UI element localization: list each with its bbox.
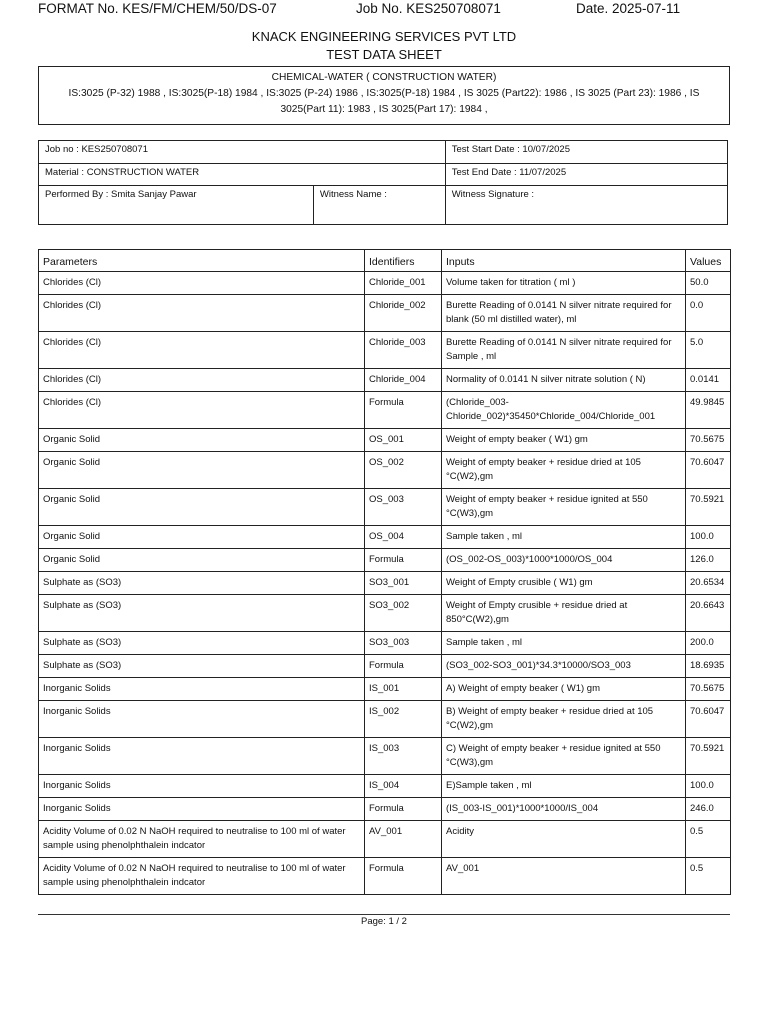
table-row	[39, 572, 731, 595]
value-cell: 100.0	[686, 526, 731, 549]
value-cell: 200.0	[686, 632, 731, 655]
input-cell: Acidity	[442, 821, 686, 858]
identifier-cell: IS_003	[365, 738, 442, 775]
value-cell: 18.6935	[686, 655, 731, 678]
input-cell: Weight of Empty crusible + residue dried at 850°C(W2),gm	[442, 595, 686, 632]
input-cell: Sample taken , ml	[442, 632, 686, 655]
value-cell: 70.5675	[686, 429, 731, 452]
table-row	[39, 295, 731, 332]
value-cell: 70.5921	[686, 489, 731, 526]
table-row	[39, 272, 731, 295]
job-no-cell: Job no : KES250708071	[39, 141, 446, 164]
value-cell: 70.5675	[686, 678, 731, 701]
identifier-cell: OS_001	[365, 429, 442, 452]
page-number: Page: 1 / 2	[361, 916, 407, 927]
parameters-table	[38, 249, 731, 895]
parameter-cell: Sulphate as (SO3)	[39, 572, 365, 595]
identifier-cell: Chloride_002	[365, 295, 442, 332]
column-header-values: Values	[686, 250, 731, 272]
identifier-cell: AV_001	[365, 821, 442, 858]
identifier-cell: Chloride_003	[365, 332, 442, 369]
document-date: Date. 2025-07-11	[576, 1, 681, 16]
value-cell: 70.6047	[686, 452, 731, 489]
test-subtitle: CHEMICAL-WATER ( CONSTRUCTION WATER)	[271, 72, 497, 83]
parameter-cell: Organic Solid	[39, 549, 365, 572]
table-row	[39, 821, 731, 858]
input-cell: Weight of Empty crusible ( W1) gm	[442, 572, 686, 595]
table-row	[39, 775, 731, 798]
identifier-cell: Formula	[365, 549, 442, 572]
input-cell: (Chloride_003-Chloride_002)*35450*Chloride_004/Chloride_001	[442, 392, 686, 429]
identifier-cell: Formula	[365, 858, 442, 895]
end-date-cell: Test End Date : 11/07/2025	[445, 164, 727, 186]
input-cell: Weight of empty beaker + residue dried at 105 °C(W2),gm	[442, 452, 686, 489]
table-row	[39, 549, 731, 572]
value-cell: 0.0	[686, 295, 731, 332]
value-cell: 0.5	[686, 858, 731, 895]
input-cell: B) Weight of empty beaker + residue dried at 105 °C(W2),gm	[442, 701, 686, 738]
identifier-cell: SO3_002	[365, 595, 442, 632]
input-cell: Sample taken , ml	[442, 526, 686, 549]
value-cell: 20.6534	[686, 572, 731, 595]
table-row	[39, 526, 731, 549]
input-cell: Weight of empty beaker + residue ignited at 550 °C(W3),gm	[442, 489, 686, 526]
parameter-cell: Acidity Volume of 0.02 N NaOH required to neutralise to 100 ml of water sample using phenolphthalein indcator	[39, 821, 365, 858]
company-block	[0, 28, 768, 64]
parameter-cell: Sulphate as (SO3)	[39, 655, 365, 678]
table-body	[39, 272, 731, 895]
footer-divider	[38, 914, 730, 915]
witness-signature-cell: Witness Signature :	[445, 186, 727, 225]
table-row	[39, 392, 731, 429]
value-cell: 5.0	[686, 332, 731, 369]
table-row	[39, 489, 731, 526]
value-cell: 246.0	[686, 798, 731, 821]
identifier-cell: IS_001	[365, 678, 442, 701]
identifier-cell: IS_004	[365, 775, 442, 798]
parameter-cell: Inorganic Solids	[39, 678, 365, 701]
table-row	[39, 369, 731, 392]
company-name: KNACK ENGINEERING SERVICES PVT LTD	[251, 29, 517, 44]
column-header-inputs: Inputs	[442, 250, 686, 272]
identifier-cell: Chloride_004	[365, 369, 442, 392]
input-cell: C) Weight of empty beaker + residue ignited at 550 °C(W3),gm	[442, 738, 686, 775]
job-info-table	[38, 140, 728, 225]
input-cell: E)Sample taken , ml	[442, 775, 686, 798]
value-cell: 20.6643	[686, 595, 731, 632]
input-cell: Burette Reading of 0.0141 N silver nitrate required for Sample , ml	[442, 332, 686, 369]
parameter-cell: Chlorides (Cl)	[39, 369, 365, 392]
input-cell: (IS_003-IS_001)*1000*1000/IS_004	[442, 798, 686, 821]
parameter-cell: Inorganic Solids	[39, 798, 365, 821]
value-cell: 126.0	[686, 549, 731, 572]
parameter-cell: Chlorides (Cl)	[39, 295, 365, 332]
identifier-cell: OS_003	[365, 489, 442, 526]
input-cell: (SO3_002-SO3_001)*34.3*10000/SO3_003	[442, 655, 686, 678]
parameter-cell: Inorganic Solids	[39, 775, 365, 798]
document-header	[38, 1, 730, 19]
value-cell: 49.9845	[686, 392, 731, 429]
identifier-cell: Chloride_001	[365, 272, 442, 295]
parameter-cell: Organic Solid	[39, 489, 365, 526]
parameter-cell: Organic Solid	[39, 452, 365, 489]
identifier-cell: OS_004	[365, 526, 442, 549]
performed-by-cell: Performed By : Smita Sanjay Pawar	[39, 186, 314, 225]
material-cell: Material : CONSTRUCTION WATER	[39, 164, 446, 186]
identifier-cell: SO3_001	[365, 572, 442, 595]
parameter-cell: Inorganic Solids	[39, 738, 365, 775]
input-cell: AV_001	[442, 858, 686, 895]
table-row	[39, 678, 731, 701]
parameter-cell: Chlorides (Cl)	[39, 272, 365, 295]
identifier-cell: IS_002	[365, 701, 442, 738]
table-row	[39, 798, 731, 821]
column-header-parameters: Parameters	[39, 250, 365, 272]
value-cell: 0.0141	[686, 369, 731, 392]
table-row	[39, 701, 731, 738]
table-header-row	[39, 250, 731, 272]
parameter-cell: Organic Solid	[39, 526, 365, 549]
input-cell: Normality of 0.0141 N silver nitrate solution ( N)	[442, 369, 686, 392]
standards-box	[38, 66, 730, 125]
table-row	[39, 858, 731, 895]
parameter-cell: Inorganic Solids	[39, 701, 365, 738]
parameter-cell: Organic Solid	[39, 429, 365, 452]
parameter-cell: Chlorides (Cl)	[39, 332, 365, 369]
input-cell: Weight of empty beaker ( W1) gm	[442, 429, 686, 452]
value-cell: 100.0	[686, 775, 731, 798]
value-cell: 70.6047	[686, 701, 731, 738]
standards-list: IS:3025 (P-32) 1988 , IS:3025(P-18) 1984 , IS:3025 (P-24) 1986 , IS:3025(P-18) 1984 , IS 3025 (Part22): 1986 , IS 3025 (Part 23): 1986 , IS 3025(Part 11): 1983 , IS 3025(Part 17): 1984 ,	[68, 88, 700, 115]
table-row	[39, 429, 731, 452]
table-row	[39, 332, 731, 369]
parameter-cell: Sulphate as (SO3)	[39, 595, 365, 632]
identifier-cell: Formula	[365, 655, 442, 678]
witness-name-cell: Witness Name :	[313, 186, 445, 225]
value-cell: 70.5921	[686, 738, 731, 775]
parameter-cell: Sulphate as (SO3)	[39, 632, 365, 655]
parameter-cell: Chlorides (Cl)	[39, 392, 365, 429]
table-row	[39, 595, 731, 632]
identifier-cell: SO3_003	[365, 632, 442, 655]
input-cell: Volume taken for titration ( ml )	[442, 272, 686, 295]
format-number: FORMAT No. KES/FM/CHEM/50/DS-07	[38, 1, 277, 16]
job-number: Job No. KES250708071	[356, 1, 501, 16]
input-cell: (OS_002-OS_003)*1000*1000/OS_004	[442, 549, 686, 572]
column-header-identifiers: Identifiers	[365, 250, 442, 272]
sheet-title: TEST DATA SHEET	[326, 47, 442, 62]
start-date-cell: Test Start Date : 10/07/2025	[445, 141, 727, 164]
identifier-cell: Formula	[365, 392, 442, 429]
identifier-cell: OS_002	[365, 452, 442, 489]
value-cell: 0.5	[686, 821, 731, 858]
identifier-cell: Formula	[365, 798, 442, 821]
table-row	[39, 452, 731, 489]
table-row	[39, 738, 731, 775]
table-row	[39, 655, 731, 678]
input-cell: A) Weight of empty beaker ( W1) gm	[442, 678, 686, 701]
value-cell: 50.0	[686, 272, 731, 295]
table-row	[39, 632, 731, 655]
parameter-cell: Acidity Volume of 0.02 N NaOH required to neutralise to 100 ml of water sample using phenolphthalein indcator	[39, 858, 365, 895]
input-cell: Burette Reading of 0.0141 N silver nitrate required for blank (50 ml distilled water), ml	[442, 295, 686, 332]
